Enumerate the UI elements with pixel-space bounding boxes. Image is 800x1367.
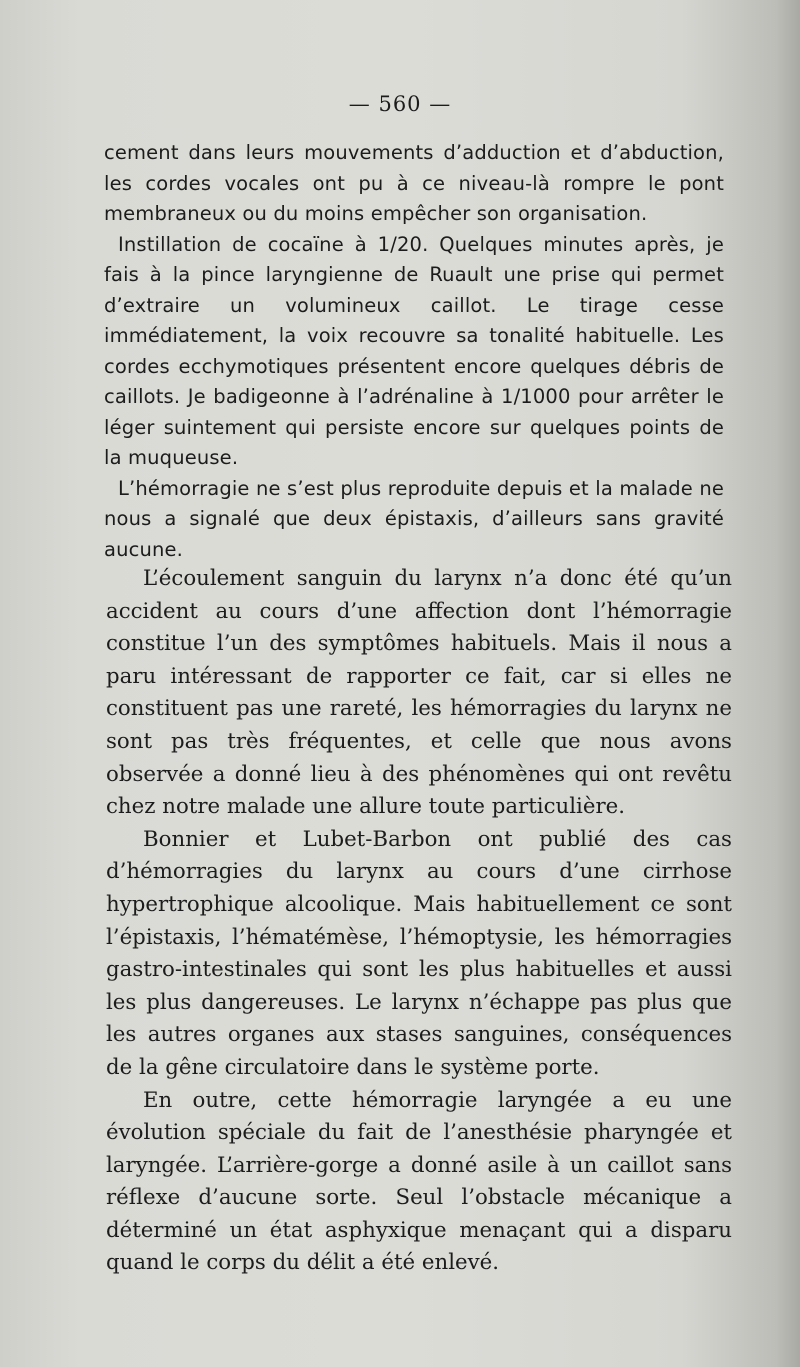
- discussion-paragraph-1: L’écoulement sanguin du larynx n’a donc été qu’un accident au cours d’une affection dont l’hémorragie constitue l’un des symptômes habituels. Mais il nous a paru intéressant de rapporter ce fait, car si elles ne constituent pas une rareté, les hémorragies du larynx ne sont pas très fréquentes, et celle que nous avons observée a donné lieu à des phénomènes qui ont revêtu chez notre malade une allure toute particulière.: [106, 566, 732, 820]
- discussion-paragraph-3: En outre, cette hémorragie laryngée a eu une évolution spéciale du fait de l’anesthésie pharyngée et laryngée. L’arrière-gorge a donné asile à un caillot sans réflexe d’aucune sorte. Seul l’obstacle mécanique a déterminé un état asphyxique menaçant qui a disparu quand le corps du délit a été enlevé.: [106, 1087, 732, 1276]
- case-report-paragraph-treatment: Instillation de cocaïne à 1/20. Quelques minutes après, je fais à la pince laryngienne de Ruault une prise qui permet d’extraire un volumineux caillot. Le tirage cesse immédiatement, la voix recouvre sa tonalité habituelle. Les cordes ecchymotiques présentent encore quelques débris de caillots. Je badigeonne à l’adrénaline à 1/1000 pour arrêter le léger suintement qui persiste encore sur quelques points de la muqueuse.: [104, 232, 724, 469]
- discussion-paragraph-2: Bonnier et Lubet-Barbon ont publié des cas d’hémorragies du larynx au cours d’une cirrhose hypertrophique alcoolique. Mais habituellement ce sont l’épistaxis, l’hématémèse, l’hémoptysie, les hémorragies gastro-intestinales qui sont les plus habituelles et aussi les plus dangereuses. Le larynx n’échappe pas plus que les autres organes aux stases sanguines, conséquences de la gêne circulatoire dans le système porte.: [106, 826, 732, 1080]
- case-report-paragraph-outcome: L’hémorragie ne s’est plus reproduite depuis et la malade ne nous a signalé que deux épistaxis, d’ailleurs sans gravité aucune.: [104, 476, 724, 561]
- case-report-paragraph-continuation: cement dans leurs mouvements d’adduction et d’abduction, les cordes vocales ont pu à ce niveau-là rompre le pont membraneux ou du moins empêcher son organisation.: [104, 141, 724, 225]
- discussion-text: [106, 563, 732, 1280]
- page-number: — 560 —: [348, 92, 452, 116]
- case-report-text: [104, 138, 724, 565]
